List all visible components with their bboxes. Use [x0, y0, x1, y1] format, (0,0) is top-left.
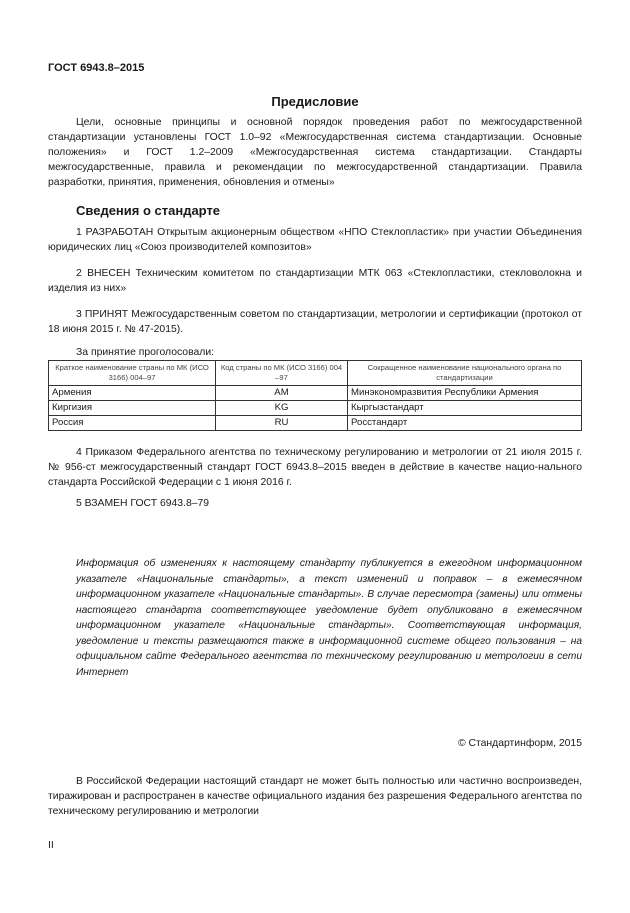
reproduction-rights: В Российской Федерации настоящий стандарт не может быть полностью или частично воспроизведен, тиражирован и распространен в качестве официального издания без разрешения Федерального агентства по техническому регулированию и метрологии — [48, 776, 582, 817]
country-name: Россия — [49, 416, 216, 431]
info-item-1: 1 РАЗРАБОТАН Открытым акционерным обществом «НПО Стеклопластик» при участии Объединения юридических лиц «Союз производителей композитов» — [48, 227, 582, 253]
column-header: Сокращенное наименование национального органа по стандартизации — [348, 361, 582, 386]
country-code: RU — [216, 416, 348, 431]
vote-caption: За принятие проголосовали: — [76, 347, 215, 358]
foreword-title: Предисловие — [271, 94, 359, 109]
country-code: KG — [216, 401, 348, 416]
foreword-text: Цели, основные принципы и основной порядок проведения работ по межгосударственной стандартизации установлены ГОСТ 1.0–92 «Межгосударственная система стандартизации. Основные положения» и ГОСТ 1.2–2009 «Межгосударственная система стандартизации. Стандарты межгосударственные, правила и рекомендации по межгосударственной стандартизации. Правила разработки, принятия, применения, обновления и отмены» — [48, 117, 582, 188]
country-code: AM — [216, 386, 348, 401]
info-item-4: 4 Приказом Федерального агентства по техническому регулированию и метрологии от 21 июля 2015 г. № 956-ст межгосударственный стандарт ГОСТ 6943.8–2015 введен в действие в качестве нацио-нального стандарта Российской Федерации с 1 июня 2016 г. — [48, 447, 582, 488]
table-row — [49, 401, 582, 416]
vote-table — [48, 360, 582, 431]
standards-body: Росстандарт — [348, 416, 582, 431]
info-item-2: 2 ВНЕСЕН Техническим комитетом по стандартизации МТК 063 «Стеклопластики, стекловолокна и изделия из них» — [48, 268, 582, 294]
vote-table-header — [49, 361, 582, 386]
column-header: Код страны по МК (ИСО 3166) 004 –97 — [216, 361, 348, 386]
column-header: Краткое наименование страны по МК (ИСО 3166) 004–97 — [49, 361, 216, 386]
table-row — [49, 416, 582, 431]
info-item-3: 3 ПРИНЯТ Межгосударственным советом по стандартизации, метрологии и сертификации (протокол от 18 июня 2015 г. № 47-2015). — [48, 309, 582, 335]
document-code: ГОСТ 6943.8–2015 — [48, 62, 145, 74]
copyright: © Стандартинформ, 2015 — [457, 738, 582, 749]
standards-body: Минэкономразвития Республики Армения — [348, 386, 582, 401]
page-number: II — [48, 840, 54, 851]
table-row — [49, 386, 582, 401]
info-item-5: 5 ВЗАМЕН ГОСТ 6943.8–79 — [76, 498, 210, 509]
standards-body: Кыргызстандарт — [348, 401, 582, 416]
country-name: Армения — [49, 386, 216, 401]
country-name: Киргизия — [49, 401, 216, 416]
standard-info-title: Сведения о стандарте — [76, 203, 221, 218]
changes-notice: Информация об изменениях к настоящему стандарту публикуется в ежегодном информационном указателе «Национальные стандарты», а текст изменений и поправок – в ежемесячном информационном указателе «Национальные стандарты». В случае пересмотра (замены) или отмены настоящего стандарта соответствующее уведомление будет опубликовано в ежемесячном информационном указателе «Национальные стандарты». Соответствующая информация, уведомление и тексты размещаются также в информационной системе общего пользования – на официальном сайте Федерального агентства по техническому регулированию и метрологии в сети Интернет — [76, 558, 582, 678]
